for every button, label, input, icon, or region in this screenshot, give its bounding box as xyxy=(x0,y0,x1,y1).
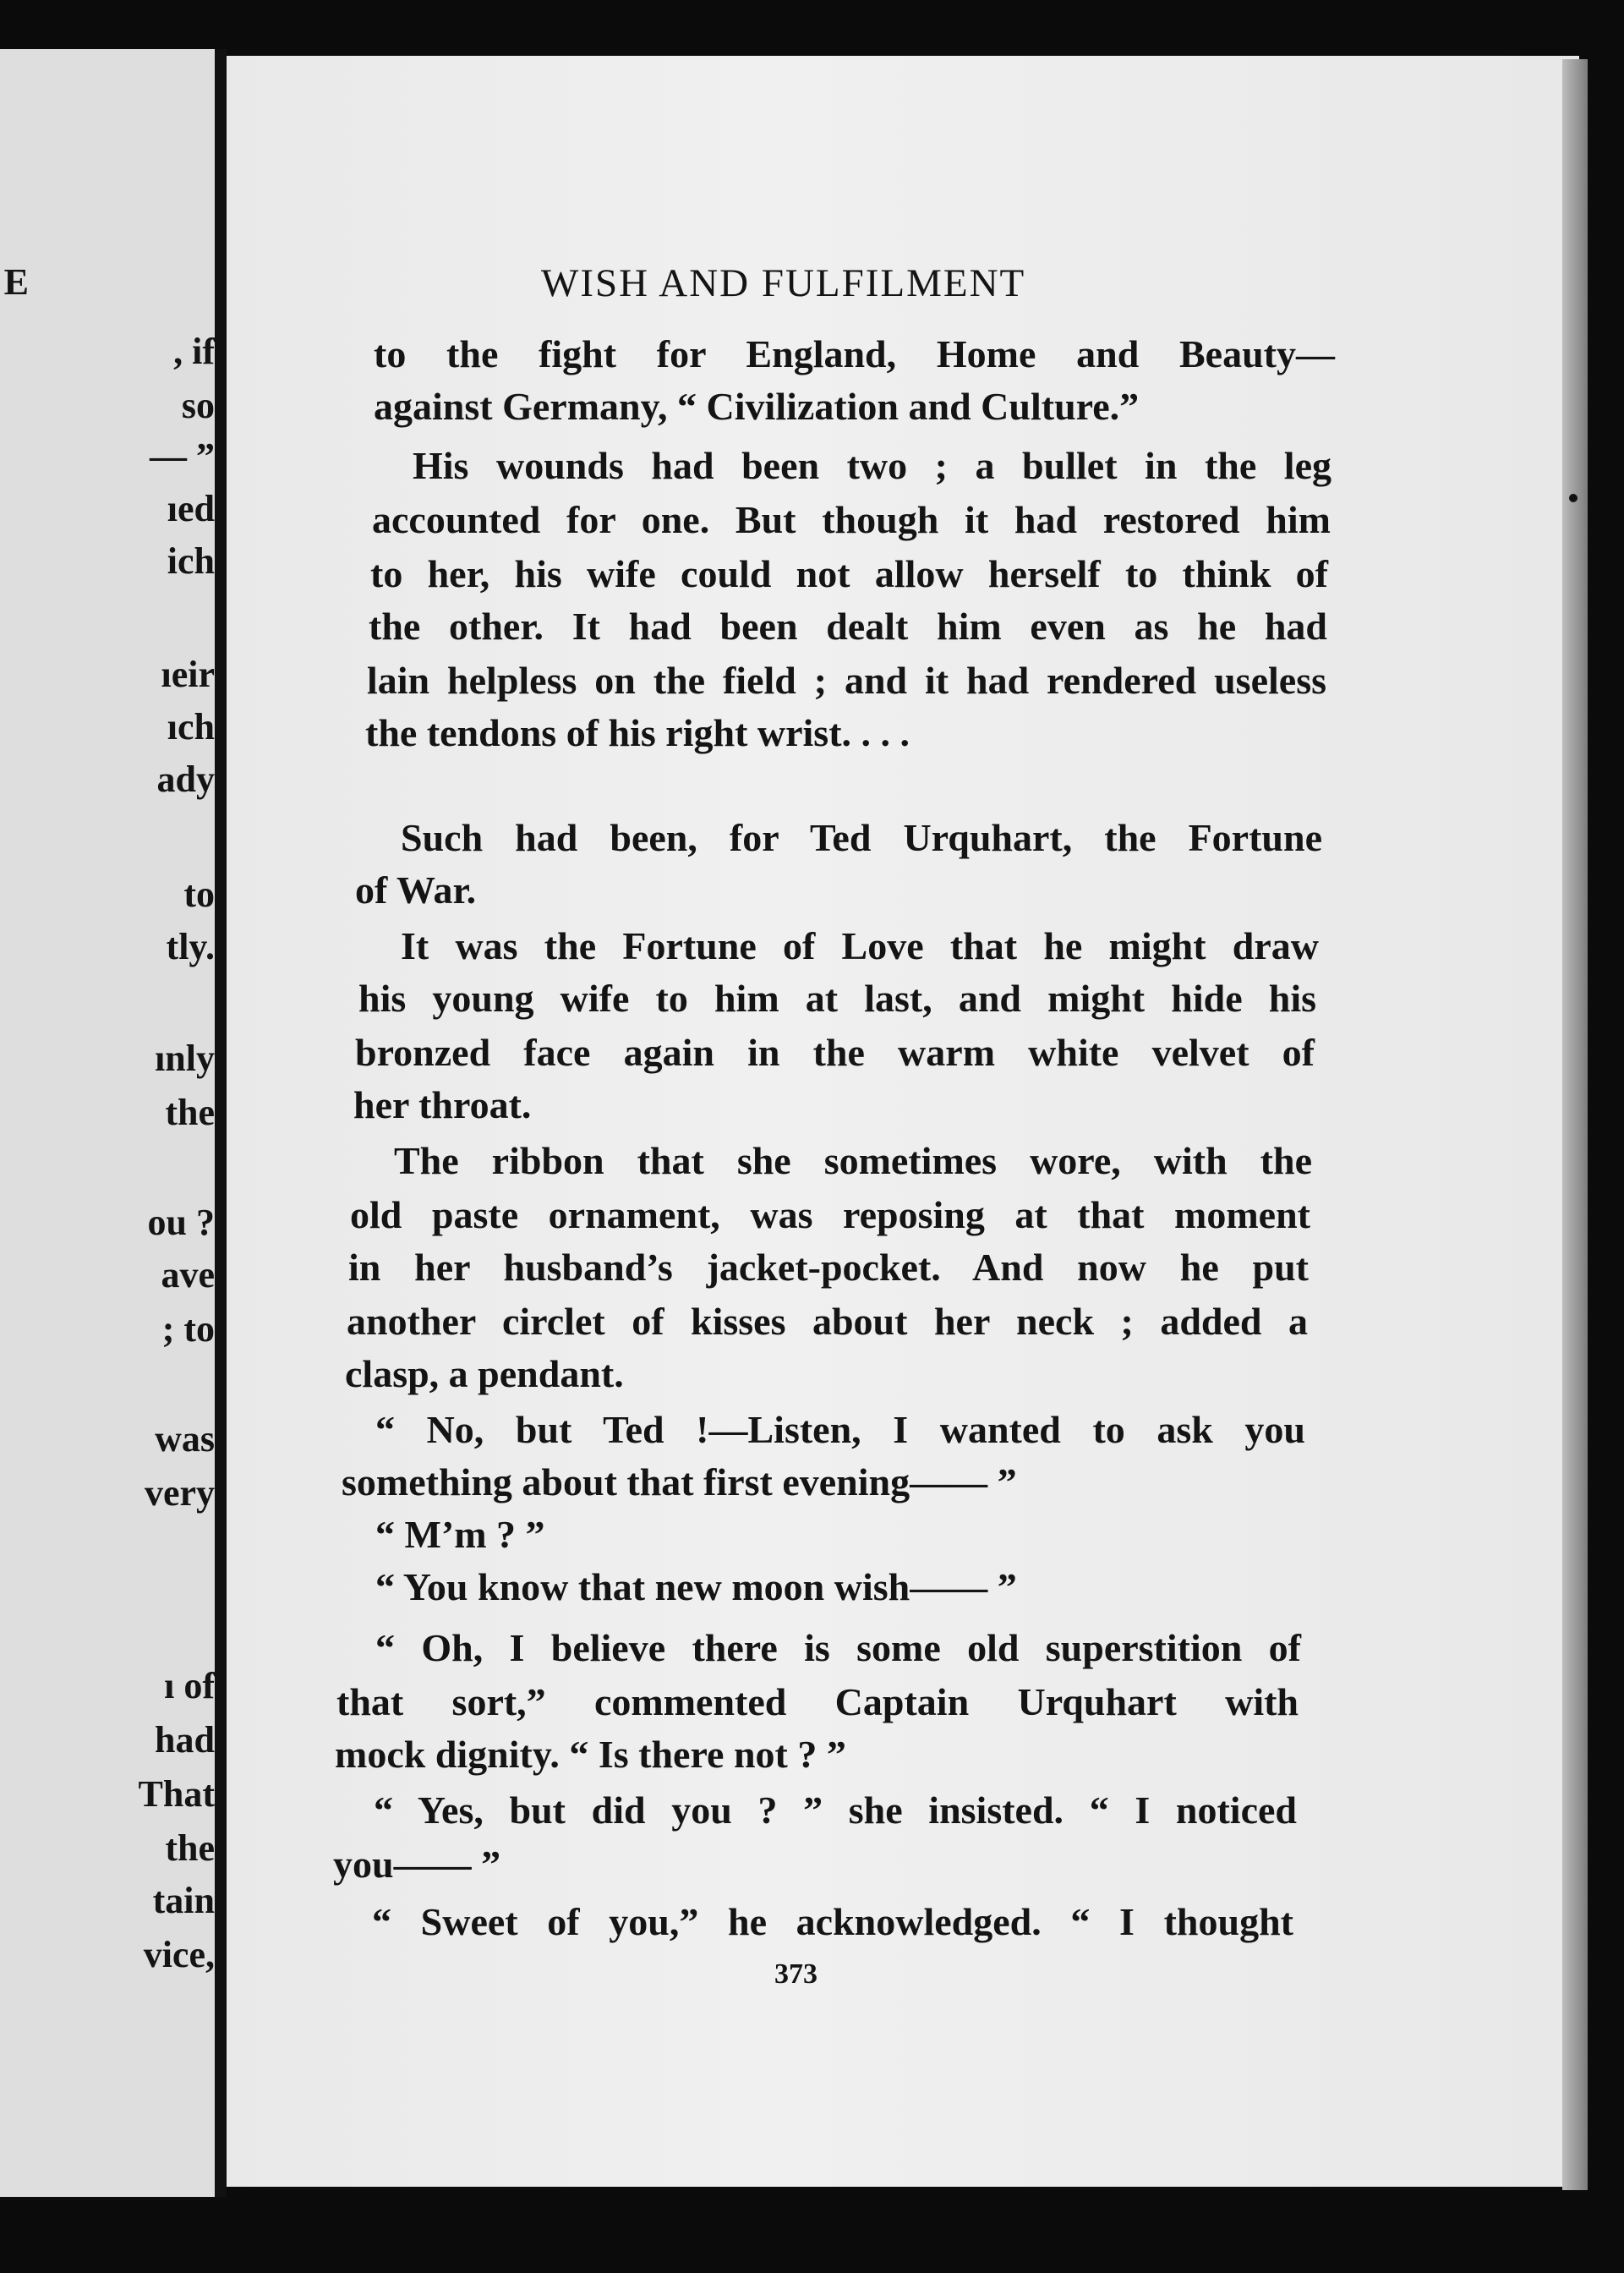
left-fragment: the xyxy=(165,1092,215,1133)
text-line: “ Yes, but did you ? ” she insisted. “ I noticed xyxy=(374,1788,1297,1832)
left-fragment: the xyxy=(165,1827,215,1869)
text-line: His wounds had been two ; a bullet in the leg xyxy=(413,444,1331,487)
text-line: another circlet of kisses about her neck ; added a xyxy=(347,1300,1308,1343)
text-line: “ No, but Ted !—Listen, I wanted to ask you xyxy=(375,1408,1305,1451)
text-line: “ Sweet of you,” he acknowledged. “ I thought xyxy=(372,1900,1293,1943)
text-line: her throat. xyxy=(353,1083,532,1126)
text-line: the other. It had been dealt him even as he had xyxy=(369,605,1327,648)
left-fragment: ; to xyxy=(161,1308,215,1350)
text-line: you—— ” xyxy=(333,1843,501,1886)
left-fragment: ı of xyxy=(164,1665,215,1706)
left-fragment: very xyxy=(144,1472,215,1514)
left-fragment: — ” xyxy=(150,435,215,477)
margin-mark xyxy=(1569,494,1578,502)
text-line: Such had been, for Ted Urquhart, the Fortune xyxy=(401,816,1322,859)
left-fragment: tly. xyxy=(166,926,215,967)
text-line: to her, his wife could not allow herself to think of xyxy=(370,552,1328,595)
left-fragment: ınly xyxy=(155,1038,215,1079)
left-fragment: ou ? xyxy=(147,1202,215,1243)
text-line: mock dignity. “ Is there not ? ” xyxy=(335,1733,846,1776)
page-edge xyxy=(1562,59,1588,2190)
text-line: “ Oh, I believe there is some old superstition of xyxy=(375,1626,1301,1669)
book-gutter xyxy=(215,49,227,2197)
left-fragment: ich xyxy=(167,540,215,582)
text-line: his young wife to him at last, and might hide his xyxy=(358,977,1316,1020)
text-line: something about that first evening—— ” xyxy=(342,1460,1017,1503)
text-line: “ You know that new moon wish—— ” xyxy=(375,1565,1017,1608)
text-line: that sort,” commented Captain Urquhart with xyxy=(336,1680,1299,1723)
left-fragment: so xyxy=(181,385,215,426)
text-line: accounted for one. But though it had restored him xyxy=(372,498,1331,541)
text-line: The ribbon that she sometimes wore, with the xyxy=(394,1139,1312,1182)
running-head: WISH AND FULFILMENT xyxy=(541,261,1026,305)
text-line: the tendons of his right wrist. . . . xyxy=(365,711,910,754)
text-line: “ M’m ? ” xyxy=(375,1513,545,1556)
left-fragment: ady xyxy=(156,759,215,800)
left-fragment: had xyxy=(155,1719,215,1761)
text-line: to the fight for England, Home and Beauty— xyxy=(374,332,1335,375)
left-fragment: ıch xyxy=(167,706,215,748)
left-fragment: tain xyxy=(152,1880,215,1921)
text-line: lain helpless on the field ; and it had rendered useless xyxy=(367,659,1326,702)
left-fragment: ıed xyxy=(167,488,215,529)
left-fragment: to xyxy=(183,874,215,915)
page-number: 373 xyxy=(774,1958,817,1990)
left-fragment: vice, xyxy=(143,1934,215,1975)
text-line: in her husband’s jacket-pocket. And now he put xyxy=(348,1246,1309,1289)
left-fragment: E xyxy=(3,261,29,303)
left-fragment: ave xyxy=(161,1254,215,1295)
left-fragment: , if xyxy=(173,331,215,372)
left-fragment: was xyxy=(155,1418,215,1460)
text-line: It was the Fortune of Love that he might draw xyxy=(401,924,1319,967)
left-fragment: ıeir xyxy=(161,654,215,695)
text-line: against Germany, “ Civilization and Culture.” xyxy=(374,385,1140,428)
text-line: clasp, a pendant. xyxy=(345,1352,624,1395)
text-line: old paste ornament, was reposing at that moment xyxy=(350,1193,1310,1236)
previous-page-fragment xyxy=(0,49,221,2197)
text-line: bronzed face again in the warm white velvet of xyxy=(355,1031,1315,1074)
left-fragment: That xyxy=(138,1773,215,1815)
text-line: of War. xyxy=(355,868,477,912)
